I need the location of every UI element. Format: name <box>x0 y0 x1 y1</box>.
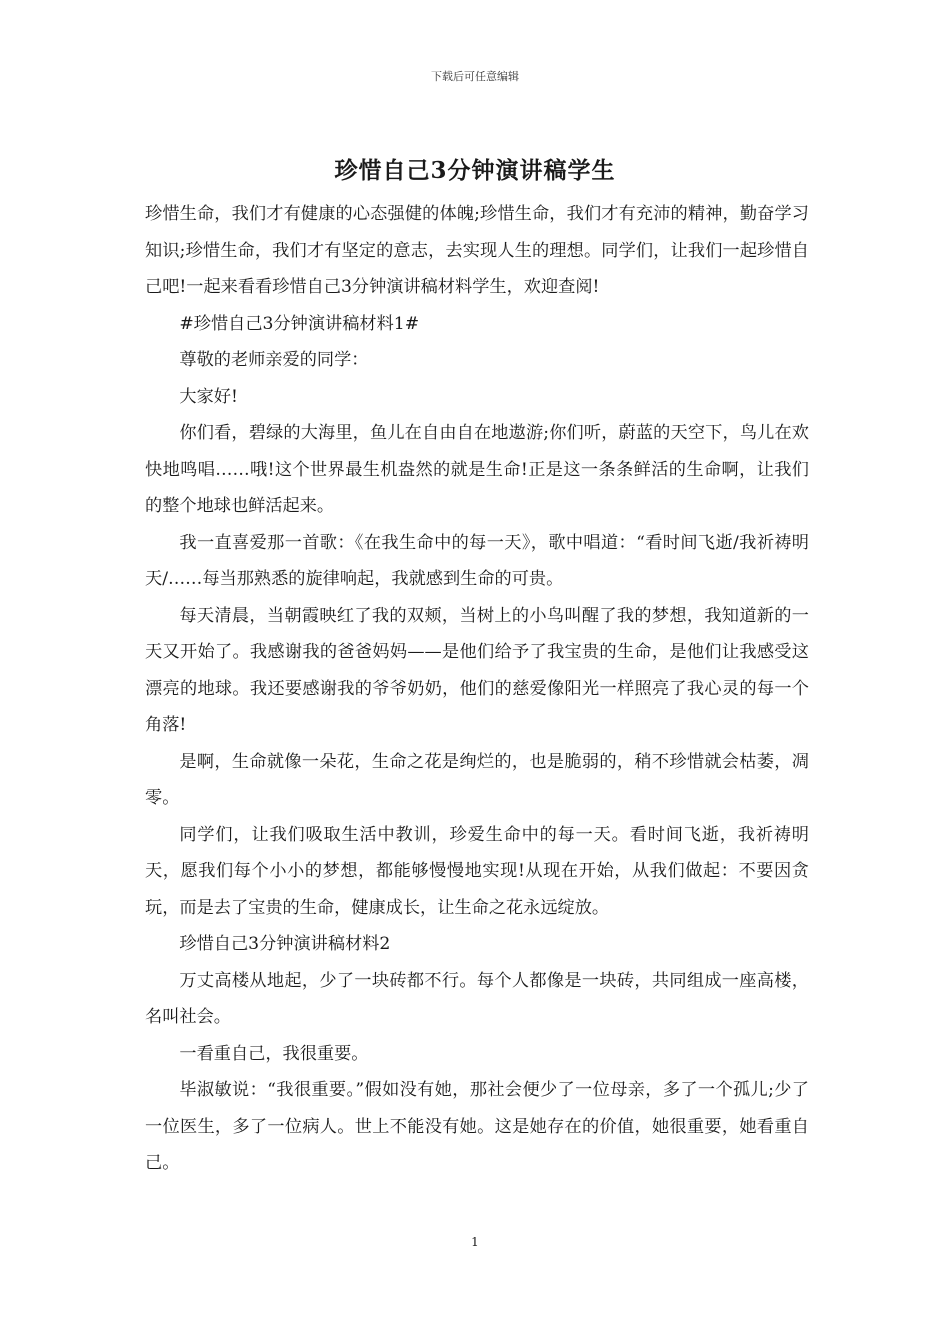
document-title: 珍惜自己3分钟演讲稿学生 <box>334 157 616 184</box>
body-paragraph: 毕淑敏说：“我很重要。”假如没有她，那社会便少了一位母亲，多了一个孤儿;少了一位医生，多了一位病人。世上不能没有她。这是她存在的价值，她很重要，她看重自己。 <box>145 1080 809 1173</box>
header-note: 下载后可任意编辑 <box>431 70 519 83</box>
body-paragraph: 同学们，让我们吸取生活中教训，珍爱生命中的每一天。看时间飞逝，我祈祷明天，愿我们每个小小的梦想，都能够慢慢地实现!从现在开始，从我们做起：不要因贪玩，而是去了宝贵的生命，健康成长，让生命之花永远绽放。 <box>145 824 809 918</box>
document-body <box>145 196 809 1182</box>
page-number: 1 <box>471 1235 479 1249</box>
body-paragraph: 每天清晨，当朝霞映红了我的双颊，当树上的小鸟叫醒了我的梦想，我知道新的一天又开始了。我感谢我的爸爸妈妈——是他们给予了我宝贵的生命，是他们让我感受这漂亮的地球。我还要感谢我的爷爷奶奶，他们的慈爱像阳光一样照亮了我心灵的每一个角落! <box>145 605 809 735</box>
salutation: 尊敬的老师亲爱的同学： <box>179 350 369 370</box>
section-heading-2: 珍惜自己3分钟演讲稿材料2 <box>179 934 391 954</box>
intro-paragraph: 珍惜生命，我们才有健康的心态强健的体魄;珍惜生命，我们才有充沛的精神，勤奋学习知识;珍惜生命，我们才有坚定的意志，去实现人生的理想。同学们，让我们一起珍惜自己吧!一起来看看珍惜自己3分钟演讲稿材料学生，欢迎查阅! <box>145 204 809 297</box>
body-paragraph: 是啊，生命就像一朵花，生命之花是绚烂的，也是脆弱的，稍不珍惜就会枯萎，凋零。 <box>145 751 809 808</box>
body-paragraph: 万丈高楼从地起，少了一块砖都不行。每个人都像是一块砖，共同组成一座高楼，名叫社会。 <box>145 970 809 1027</box>
section-heading-1: #珍惜自己3分钟演讲稿材料1# <box>179 313 420 334</box>
body-paragraph: 你们看，碧绿的大海里，鱼儿在自由自在地遨游;你们听，蔚蓝的天空下，鸟儿在欢快地鸣唱……哦!这个世界最生机盎然的就是生命!正是这一条条鲜活的生命啊，让我们的整个地球也鲜活起来。 <box>145 423 809 516</box>
body-paragraph: 一看重自己，我很重要。 <box>179 1043 369 1064</box>
greeting: 大家好! <box>179 386 238 407</box>
body-paragraph: 我一直喜爱那一首歌：《在我生命中的每一天》，歌中唱道：“看时间飞逝/我祈祷明天/……每当那熟悉的旋律响起，我就感到生命的可贵。 <box>145 532 809 589</box>
